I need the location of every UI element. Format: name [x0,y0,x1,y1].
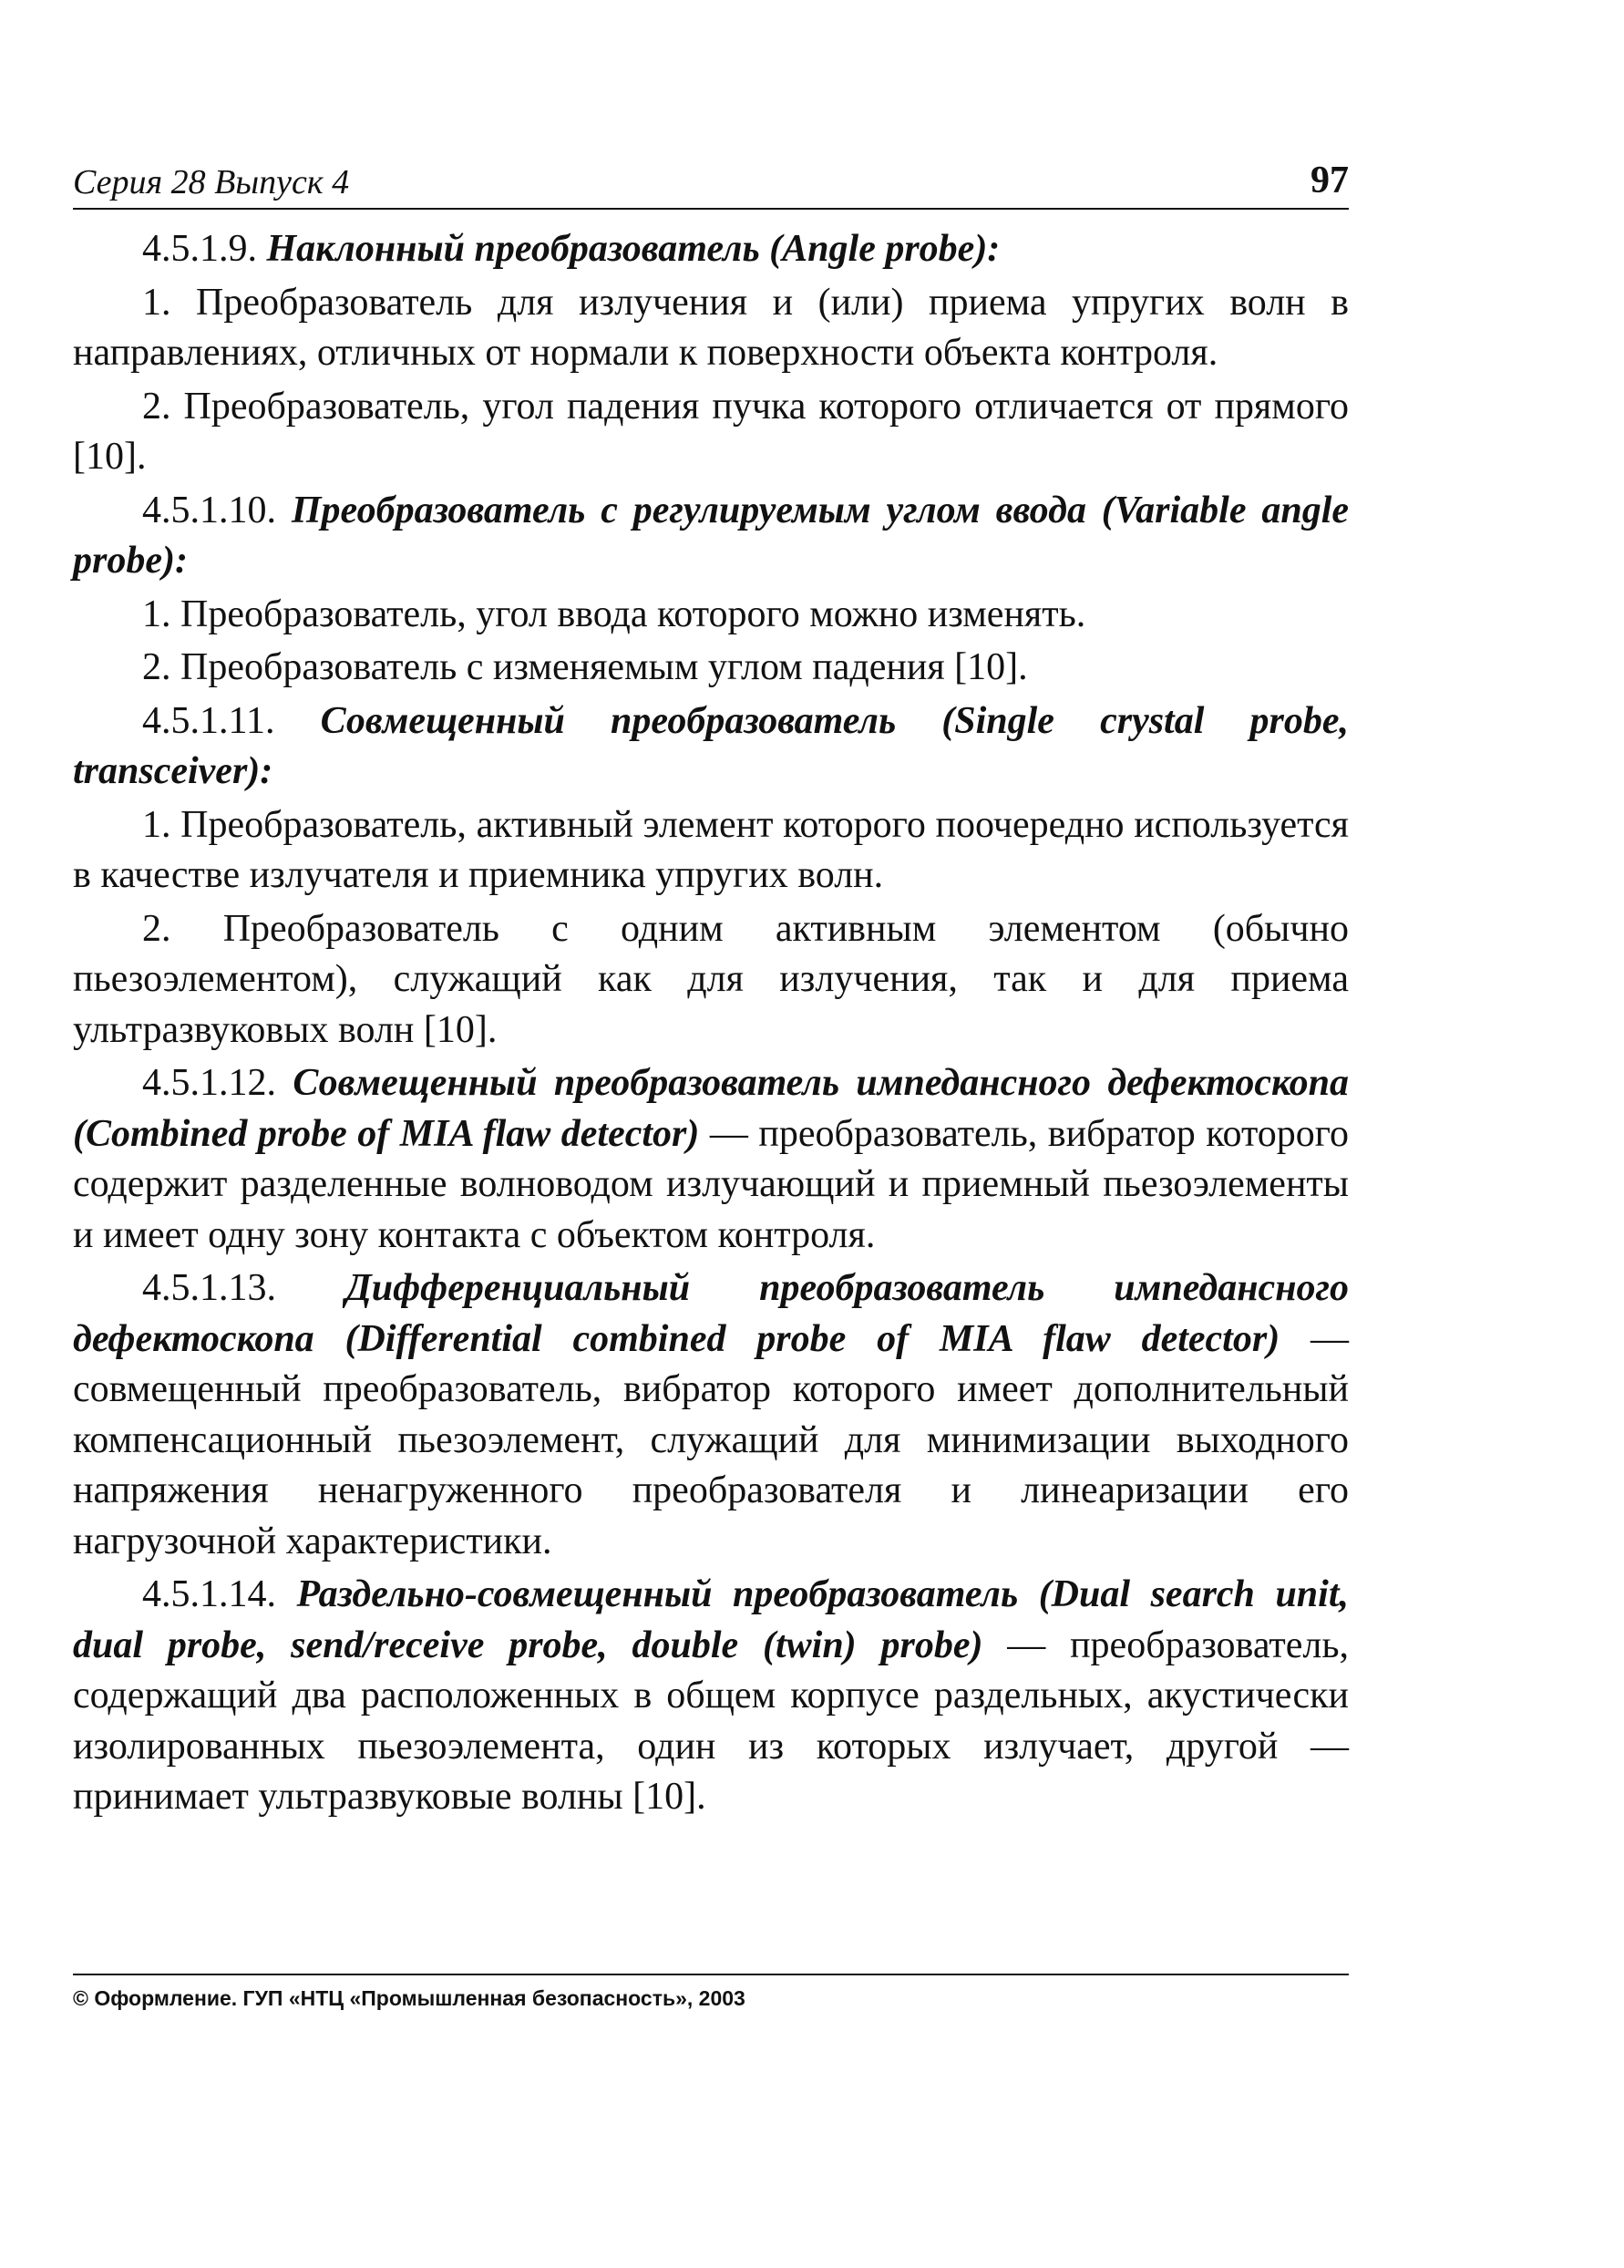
series-title: Серия 28 Выпуск 4 [73,163,350,201]
term-number: 4.5.1.12. [142,1062,276,1104]
term-paragraph [73,1058,1349,1261]
page-number: 97 [1311,160,1349,201]
definition-item: 1. Преобразователь, активный элемент которого поочередно используется в качестве излучателя и приемника упругих волн. [73,803,1349,896]
definition-item: 2. Преобразователь, угол падения пучка которого отличается от прямого [10]. [73,385,1349,478]
term-number: 4.5.1.13. [142,1267,276,1309]
term-heading [73,224,1349,275]
term-title: Наклонный преобразователь (Angle probe): [266,228,1001,270]
definition-item: 2. Преобразователь с изменяемым углом падения [10]. [142,646,1028,688]
copyright-text: © Оформление. ГУП «НТЦ «Промышленная безопасность», 2003 [73,1986,745,2010]
term-number: 4.5.1.9. [142,228,257,270]
term-title: Раздельно-совмещенный преобразователь (Dual search unit, dual probe, send/receive probe, double (twin) probe) [73,1573,1349,1666]
term-heading [73,696,1349,798]
document-page [73,155,1349,1826]
definition-item: 1. Преобразователь, угол ввода которого можно изменять. [142,593,1086,635]
copyright-footer [73,1974,1349,2011]
definition-item: 2. Преобразователь с одним активным элементом (обычно пьезоэлементом), служащий как для излучения, так и для приема ультразвуковых волн [10]. [73,907,1349,1051]
term-heading [73,486,1349,587]
term-number: 4.5.1.14. [142,1573,276,1615]
running-header [73,155,1349,210]
term-paragraph [73,1570,1349,1823]
term-title: Преобразователь с регулируемым углом ввода (Variable angle probe): [73,489,1349,582]
term-number: 4.5.1.10. [142,489,276,531]
main-text [73,224,1349,1823]
term-paragraph [73,1263,1349,1567]
term-title: Совмещенный преобразователь импедансного дефектоскопа (Combined probe of MIA flaw detector) [73,1062,1350,1155]
term-title: Совмещенный преобразователь (Single crystal probe, transceiver): [73,699,1350,792]
definition-item: 1. Преобразователь для излучения и (или) приема упругих волн в направлениях, отличных от нормали к поверхности объекта контроля. [73,281,1349,374]
term-definition: — совмещенный преобразователь, вибратор которого имеет дополнительный компенсационный пьезоэлемент, служащий для минимизации выходного напряжения ненагруженного преобразователя и линеаризации его нагрузочной характеристики. [73,1317,1350,1562]
term-title: Дифференциальный преобразователь импедансного дефектоскопа (Differential combined probe of MIA flaw detector) [73,1267,1350,1360]
term-number: 4.5.1.11. [142,699,275,742]
term-definition: — преобразователь, вибратор которого содержит разделенные волноводом излучающий и приемный пьезоэлементы и имеет одну зону контакта с объектом контроля. [73,1112,1349,1256]
term-definition: — преобразователь, содержащий два расположенных в общем корпусе раздельных, акустически изолированных пьезоэлемента, один из которых излучает, другой — принимает ультразвуковые волны [10]. [73,1624,1349,1818]
